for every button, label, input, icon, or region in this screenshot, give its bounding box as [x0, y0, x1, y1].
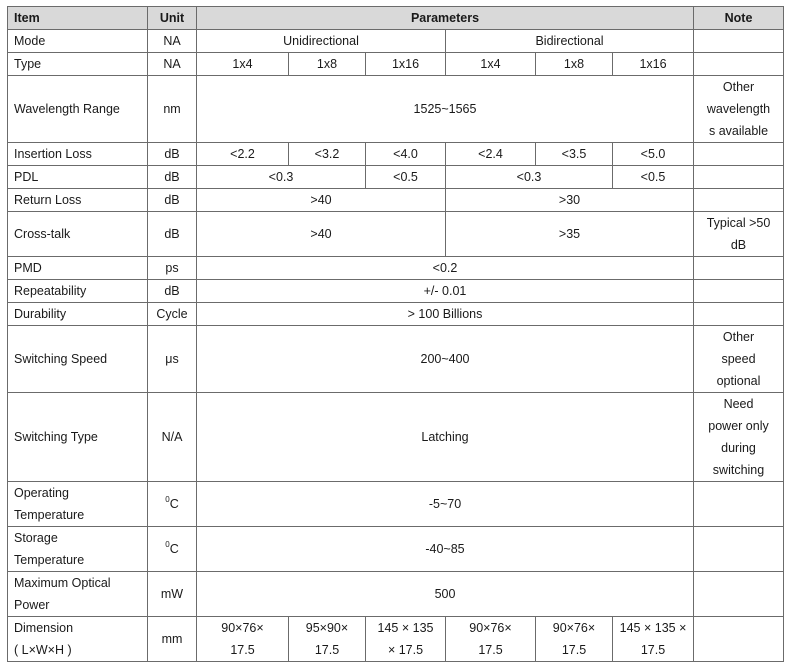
unit-text: C	[169, 497, 179, 511]
value-cell: 1x16	[366, 53, 446, 76]
note-cell	[694, 166, 784, 189]
item-line: Operating	[14, 486, 69, 500]
row-storage-temperature	[8, 527, 784, 572]
value-cell: <3.2	[289, 143, 366, 166]
value-line: 17.5	[640, 643, 666, 657]
value-line: 90×76×	[221, 621, 264, 635]
value-line: × 17.5	[387, 643, 424, 657]
value-line: 90×76×	[552, 621, 596, 635]
item-cell	[8, 482, 148, 527]
note-line: Other	[722, 80, 755, 94]
row-dimension	[8, 617, 784, 662]
item-line: ( L×W×H )	[14, 643, 72, 657]
value-line: 17.5	[230, 643, 255, 657]
note-line: switching	[712, 463, 765, 477]
unit-cell: μs	[148, 326, 197, 393]
note-line: optional	[716, 374, 761, 388]
value-cell: <5.0	[613, 143, 694, 166]
header-unit: Unit	[148, 7, 197, 30]
value-cell: 1x8	[536, 53, 613, 76]
value-cell	[366, 617, 446, 662]
unit-cell: Cycle	[148, 303, 197, 326]
note-cell	[694, 212, 784, 257]
value-cell: Bidirectional	[446, 30, 694, 53]
item-cell: Repeatability	[8, 280, 148, 303]
value-line: 17.5	[314, 643, 340, 657]
note-line: wavelength	[706, 102, 771, 116]
value-cell: <0.5	[613, 166, 694, 189]
value-cell: <0.2	[197, 257, 694, 280]
value-cell: Latching	[197, 393, 694, 482]
value-line: 17.5	[478, 643, 503, 657]
value-cell: <2.2	[197, 143, 289, 166]
value-cell: <2.4	[446, 143, 536, 166]
note-line: power only	[708, 419, 769, 433]
value-cell: >35	[446, 212, 694, 257]
note-cell	[694, 30, 784, 53]
row-pdl	[8, 166, 784, 189]
unit-cell: mm	[148, 617, 197, 662]
value-cell: 1x4	[446, 53, 536, 76]
value-cell: 1x16	[613, 53, 694, 76]
note-cell	[694, 326, 784, 393]
value-cell: <0.3	[446, 166, 613, 189]
item-line: Maximum Optical	[14, 576, 111, 590]
value-cell: >40	[197, 212, 446, 257]
note-cell	[694, 257, 784, 280]
item-line: Temperature	[14, 508, 85, 522]
item-line: Dimension	[14, 621, 74, 635]
value-cell: Unidirectional	[197, 30, 446, 53]
row-return-loss	[8, 189, 784, 212]
degree-superscript: 0	[165, 495, 170, 504]
note-cell	[694, 143, 784, 166]
row-mode	[8, 30, 784, 53]
note-line: dB	[730, 238, 747, 252]
value-cell: 500	[197, 572, 694, 617]
row-crosstalk	[8, 212, 784, 257]
item-line: Storage	[14, 531, 58, 545]
value-line: 17.5	[561, 643, 587, 657]
value-cell: -5~70	[197, 482, 694, 527]
value-cell: -40~85	[197, 527, 694, 572]
header-parameters: Parameters	[197, 7, 694, 30]
item-cell	[8, 572, 148, 617]
row-switching-speed	[8, 326, 784, 393]
unit-cell: NA	[148, 53, 197, 76]
note-line: s available	[708, 124, 769, 138]
value-cell	[613, 617, 694, 662]
value-cell	[536, 617, 613, 662]
row-max-optical-power	[8, 572, 784, 617]
row-repeatability	[8, 280, 784, 303]
unit-cell: mW	[148, 572, 197, 617]
degree-superscript: 0	[165, 540, 170, 549]
item-cell: Type	[8, 53, 148, 76]
item-cell: Return Loss	[8, 189, 148, 212]
value-cell: > 100 Billions	[197, 303, 694, 326]
value-cell: 200~400	[197, 326, 694, 393]
note-line: Need	[723, 397, 754, 411]
value-cell	[446, 617, 536, 662]
note-cell	[694, 189, 784, 212]
item-line: Temperature	[14, 553, 85, 567]
row-operating-temperature	[8, 482, 784, 527]
value-cell: 1x4	[197, 53, 289, 76]
item-cell: Insertion Loss	[8, 143, 148, 166]
value-cell: +/- 0.01	[197, 280, 694, 303]
row-durability	[8, 303, 784, 326]
note-line: Typical >50	[706, 216, 771, 230]
row-insertion-loss	[8, 143, 784, 166]
note-cell	[694, 53, 784, 76]
note-cell	[694, 280, 784, 303]
item-cell: Switching Type	[8, 393, 148, 482]
value-cell: 1525~1565	[197, 76, 694, 143]
unit-cell	[148, 527, 197, 572]
header-row	[8, 7, 784, 30]
header-item: Item	[8, 7, 148, 30]
header-note: Note	[694, 7, 784, 30]
unit-cell: dB	[148, 166, 197, 189]
value-line: 95×90×	[305, 621, 349, 635]
item-cell	[8, 527, 148, 572]
note-cell	[694, 617, 784, 662]
value-line: 90×76×	[469, 621, 512, 635]
item-line: Power	[14, 598, 50, 612]
item-cell	[8, 617, 148, 662]
value-cell: <0.3	[197, 166, 366, 189]
row-wavelength	[8, 76, 784, 143]
note-line: during	[721, 441, 756, 455]
value-cell	[289, 617, 366, 662]
note-cell	[694, 482, 784, 527]
unit-cell: dB	[148, 189, 197, 212]
unit-cell: dB	[148, 143, 197, 166]
unit-cell: dB	[148, 212, 197, 257]
item-cell: Wavelength Range	[8, 76, 148, 143]
value-cell: >30	[446, 189, 694, 212]
note-line: speed	[721, 352, 756, 366]
note-cell	[694, 572, 784, 617]
specification-table	[7, 6, 784, 662]
unit-cell: nm	[148, 76, 197, 143]
item-cell: Durability	[8, 303, 148, 326]
value-cell: <0.5	[366, 166, 446, 189]
value-line: 145 × 135	[377, 621, 434, 635]
row-switching-type	[8, 393, 784, 482]
unit-cell: NA	[148, 30, 197, 53]
row-pmd	[8, 257, 784, 280]
item-cell: Cross-talk	[8, 212, 148, 257]
item-cell: PDL	[8, 166, 148, 189]
value-line: 145 × 135 ×	[619, 621, 687, 635]
item-cell: Mode	[8, 30, 148, 53]
item-cell: Switching Speed	[8, 326, 148, 393]
value-cell	[197, 617, 289, 662]
unit-cell: dB	[148, 280, 197, 303]
value-cell: >40	[197, 189, 446, 212]
value-cell: <4.0	[366, 143, 446, 166]
row-type	[8, 53, 784, 76]
unit-cell	[148, 482, 197, 527]
note-cell	[694, 393, 784, 482]
unit-text: C	[169, 542, 179, 556]
item-cell: PMD	[8, 257, 148, 280]
note-cell	[694, 527, 784, 572]
note-line: Other	[722, 330, 755, 344]
unit-cell: N/A	[148, 393, 197, 482]
value-cell: <3.5	[536, 143, 613, 166]
note-cell	[694, 303, 784, 326]
note-cell	[694, 76, 784, 143]
unit-cell: ps	[148, 257, 197, 280]
value-cell: 1x8	[289, 53, 366, 76]
